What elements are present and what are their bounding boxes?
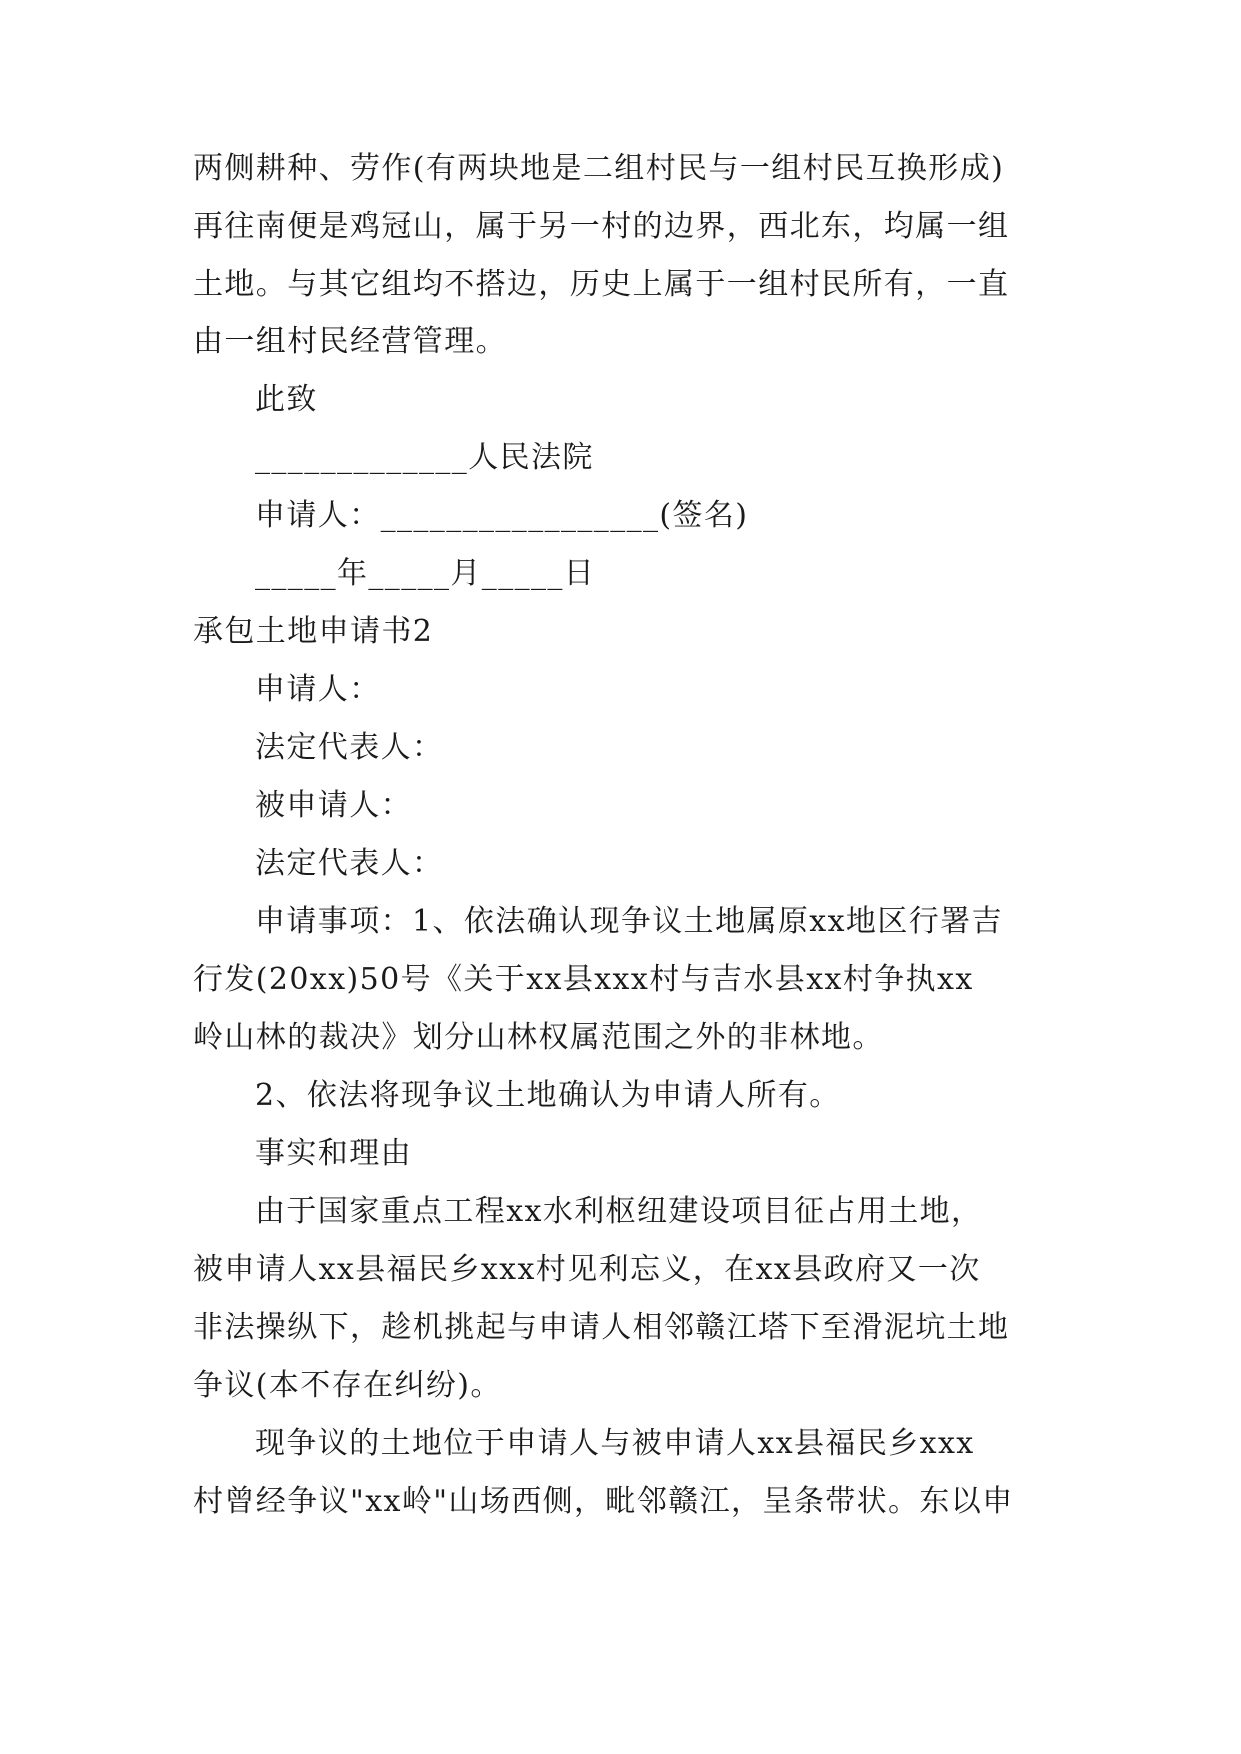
paragraph-line: 再往南便是鸡冠山，属于另一村的边界，西北东，均属一组 [193,209,1010,244]
date-line: _____年_____月_____日 [255,556,596,591]
facts-paragraph-line: 被申请人xx县福民乡xxx村见利忘义，在xx县政府又一次 [193,1252,981,1287]
facts-paragraph-line: 非法操纵下，趁机挑起与申请人相邻赣江塔下至滑泥坑土地 [193,1310,1010,1345]
request-item-line: 岭山林的裁决》划分山林权属范围之外的非林地。 [193,1020,884,1055]
applicant-field: 申请人： [255,672,381,707]
applicant-signature-line: 申请人：_________________(签名) [255,498,749,533]
paragraph-line: 由一组村民经营管理。 [193,324,507,359]
legal-representative-field: 法定代表人： [255,730,444,765]
request-item-line: 行发(20xx)50号《关于xx县xxx村与吉水县xx村争执xx [193,962,974,997]
facts-heading: 事实和理由 [255,1136,412,1171]
facts-paragraph-line: 现争议的土地位于申请人与被申请人xx县福民乡xxx [255,1426,975,1461]
facts-paragraph-line: 争议(本不存在纠纷)。 [193,1368,502,1403]
paragraph-line: 两侧耕种、劳作(有两块地是二组村民与一组村民互换形成) [193,151,1005,186]
request-item-line: 2、依法将现争议土地确认为申请人所有。 [255,1078,841,1113]
salutation: 此致 [255,382,318,417]
respondent-field: 被申请人： [255,788,412,823]
paragraph-line: 土地。与其它组均不搭边，历史上属于一组村民所有，一直 [193,267,1010,302]
section-title: 承包土地申请书2 [193,614,434,649]
facts-paragraph-line: 村曾经争议"xx岭"山场西侧，毗邻赣江，呈条带状。东以申 [193,1484,1014,1519]
legal-representative-field: 法定代表人： [255,846,444,881]
court-line: _____________人民法院 [255,440,594,475]
request-item-line: 申请事项：1、依法确认现争议土地属原xx地区行署吉 [255,904,1003,939]
facts-paragraph-line: 由于国家重点工程xx水利枢纽建设项目征占用土地， [255,1194,983,1229]
